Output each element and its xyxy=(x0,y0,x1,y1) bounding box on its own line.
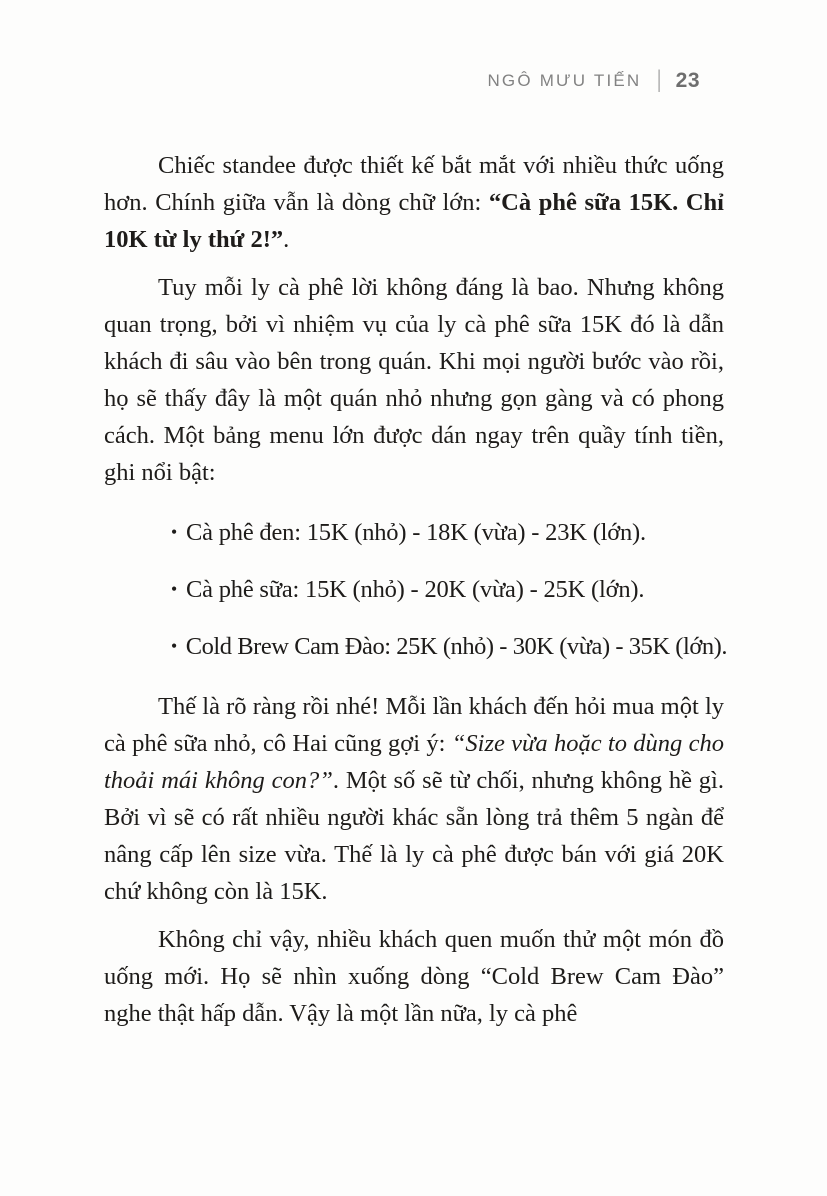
menu-item-ca-phe-sua xyxy=(171,571,724,608)
page-number: 23 xyxy=(675,68,700,92)
menu-price-list xyxy=(104,514,728,665)
menu-item-text: Cà phê đen: 15K (nhỏ) - 18K (vừa) - 23K (lớn). xyxy=(185,519,646,546)
text-segment: Tuy mỗi ly cà phê lời không đáng là bao. Nhưng không quan trọng, bởi vì nhiệm vụ của ly cà phê sữa 15K đó là dẫn khách đi sâu vào bên trong quán. Khi mọi người bước vào rồi, họ sẽ thấy đây là một quán nhỏ nhưng gọn gàng và có phong cách. Một bảng menu lớn được dán ngay trên quầy tính tiền, ghi nổi bật: xyxy=(104,274,724,486)
paragraph-new-drink xyxy=(104,921,724,1032)
bold-slogan-text: “Cà phê sữa 15K. Chỉ 10K từ ly thứ 2!” xyxy=(104,189,724,253)
bullet-icon: • xyxy=(171,636,177,656)
menu-item-cold-brew-cam-dao xyxy=(171,628,728,665)
text-segment: Không chỉ vậy, nhiều khách quen muốn thử một món đồ uống mới. Họ sẽ nhìn xuống dòng “Cold Brew Cam Đào” nghe thật hấp dẫn. Vậy là một lần nữa, ly cà phê xyxy=(104,926,724,1027)
bullet-icon: • xyxy=(171,522,177,542)
menu-item-text: Cà phê sữa: 15K (nhỏ) - 20K (vừa) - 25K (lớn). xyxy=(185,576,645,603)
header-separator-bar: | xyxy=(657,66,663,93)
running-title: NGÔ MƯU TIẾN xyxy=(487,70,642,90)
paragraph-upsell-size xyxy=(104,688,724,910)
paragraph-shop-interior xyxy=(104,269,724,491)
italic-quote-text: “Size vừa hoặc to dùng cho thoải mái không con?” xyxy=(104,730,724,794)
paragraph-standee-intro xyxy=(104,147,724,258)
menu-item-ca-phe-den xyxy=(171,514,724,551)
text-segment: Thế là rõ ràng rồi nhé! Mỗi lần khách đến hỏi mua một ly cà phê sữa nhỏ, cô Hai cũng gợi ý: xyxy=(104,693,724,757)
page-body xyxy=(104,147,728,1043)
text-segment: . xyxy=(283,226,290,253)
text-segment: Chiếc standee được thiết kế bắt mắt với nhiều thức uống hơn. Chính giữa vẫn là dòng chữ lớn: xyxy=(104,152,724,216)
bullet-icon: • xyxy=(171,579,177,599)
page-header xyxy=(487,68,700,92)
text-segment: . Một số sẽ từ chối, nhưng không hề gì. Bởi vì sẽ có rất nhiều người khác sẵn lòng trả thêm 5 ngàn để nâng cấp lên size vừa. Thế là ly cà phê được bán với giá 20K chứ không còn là 15K. xyxy=(104,767,724,905)
menu-item-text: Cold Brew Cam Đào: 25K (nhỏ) - 30K (vừa) - 35K (lớn). xyxy=(185,633,728,660)
